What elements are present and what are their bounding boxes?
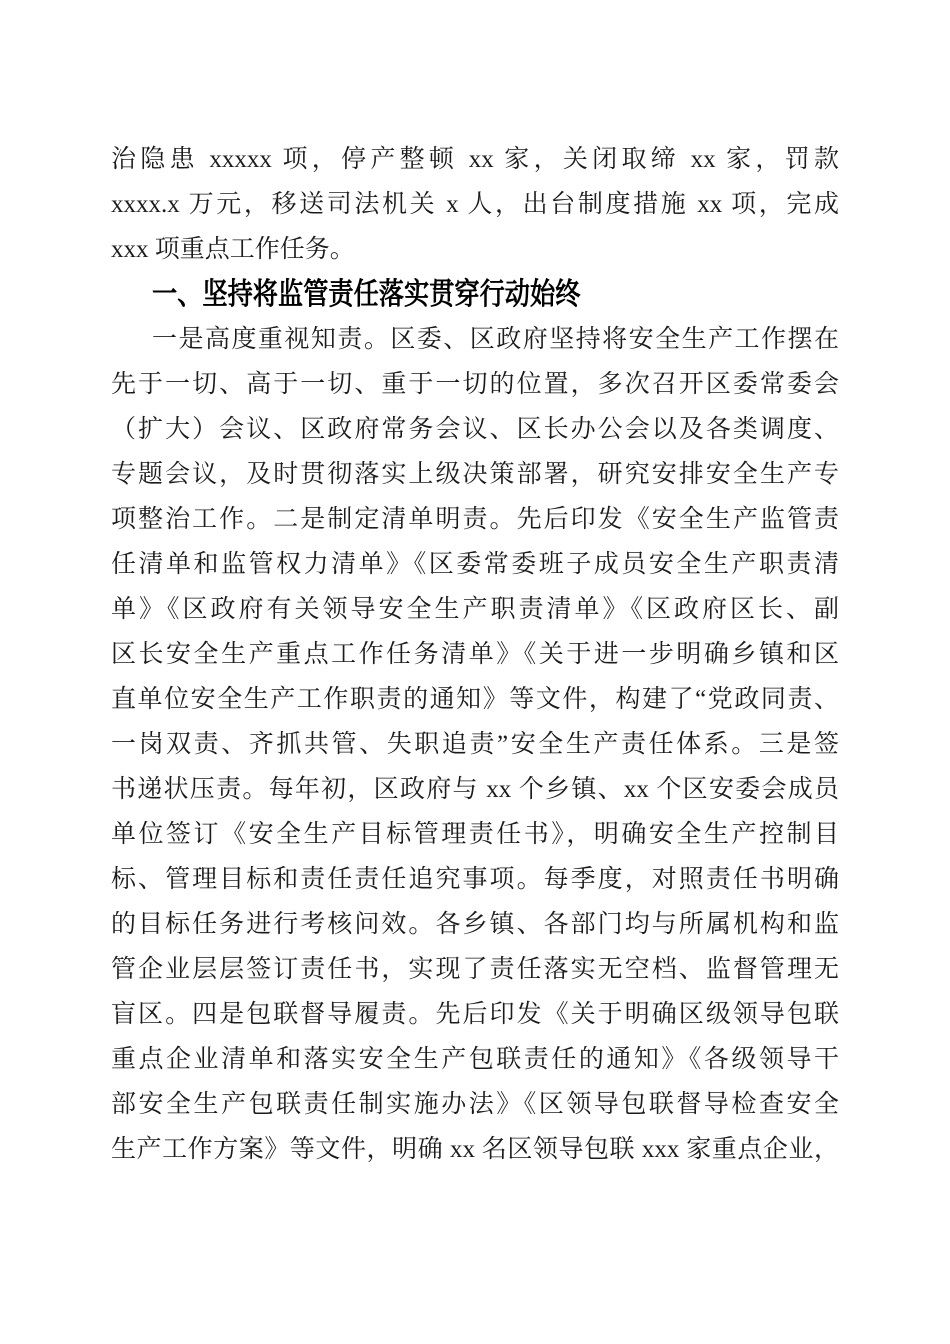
text-line: 区长安全生产重点工作任务清单》《关于进一步明确乡镇和区 (111, 641, 839, 668)
text-line: 直单位安全生产工作职责的通知》等文件，构建了“党政同责、 (111, 686, 839, 713)
text-line: 项整治工作。二是制定清单明责。先后印发《安全生产监管责 (111, 506, 839, 533)
text-line: 生产工作方案》等文件，明确 xx 名区领导包联 xxx 家重点企业， (111, 1136, 839, 1163)
document-body (111, 137, 839, 1172)
text-line: 任清单和监管权力清单》《区委常委班子成员安全生产职责清 (111, 551, 839, 578)
heading-line (111, 272, 839, 317)
text-line: 标、管理目标和责任责任追究事项。每季度，对照责任书明确 (111, 866, 839, 893)
text-line: 先于一切、高于一切、重于一切的位置，多次召开区委常委会 (111, 371, 839, 398)
text-line: 的目标任务进行考核问效。各乡镇、各部门均与所属机构和监 (111, 911, 839, 938)
text-line: 管企业层层签订责任书，实现了责任落实无空档、监督管理无 (111, 956, 839, 983)
section-heading (111, 272, 839, 317)
text-line: 单位签订《安全生产目标管理责任书》，明确安全生产控制目 (111, 821, 839, 848)
text-line: 治隐患 xxxxx 项，停产整顿 xx 家，关闭取缔 xx 家，罚款 (111, 146, 839, 173)
section-heading-text: 一、坚持将监管责任落实贯穿行动始终 (152, 278, 581, 311)
text-line: 部安全生产包联责任制实施办法》《区领导包联督导检查安全 (111, 1091, 839, 1118)
text-line: 重点企业清单和落实安全生产包联责任的通知》《各级领导干 (111, 1046, 839, 1073)
text-line: 书递状压责。每年初，区政府与 xx 个乡镇、xx 个区安委会成员 (111, 776, 839, 803)
text-line: 单》《区政府有关领导安全生产职责清单》《区政府区长、副 (111, 596, 839, 623)
paragraph (111, 137, 839, 272)
text-line: 专题会议，及时贯彻落实上级决策部署，研究安排安全生产专 (111, 461, 839, 488)
text-line: 一是高度重视知责。区委、区政府坚持将安全生产工作摆在 (152, 326, 839, 353)
text-line: 盲区。四是包联督导履责。先后印发《关于明确区级领导包联 (111, 1001, 839, 1028)
text-line: xxx 项重点工作任务。 (111, 236, 355, 263)
text-line: xxxx.x 万元，移送司法机关 x 人，出台制度措施 xx 项，完成 (111, 191, 839, 218)
text-line: （扩大）会议、区政府常务会议、区长办公会以及各类调度、 (111, 416, 839, 443)
paragraph (111, 317, 839, 1172)
text-line: 一岗双责、齐抓共管、失职追责”安全生产责任体系。三是签 (111, 731, 839, 758)
